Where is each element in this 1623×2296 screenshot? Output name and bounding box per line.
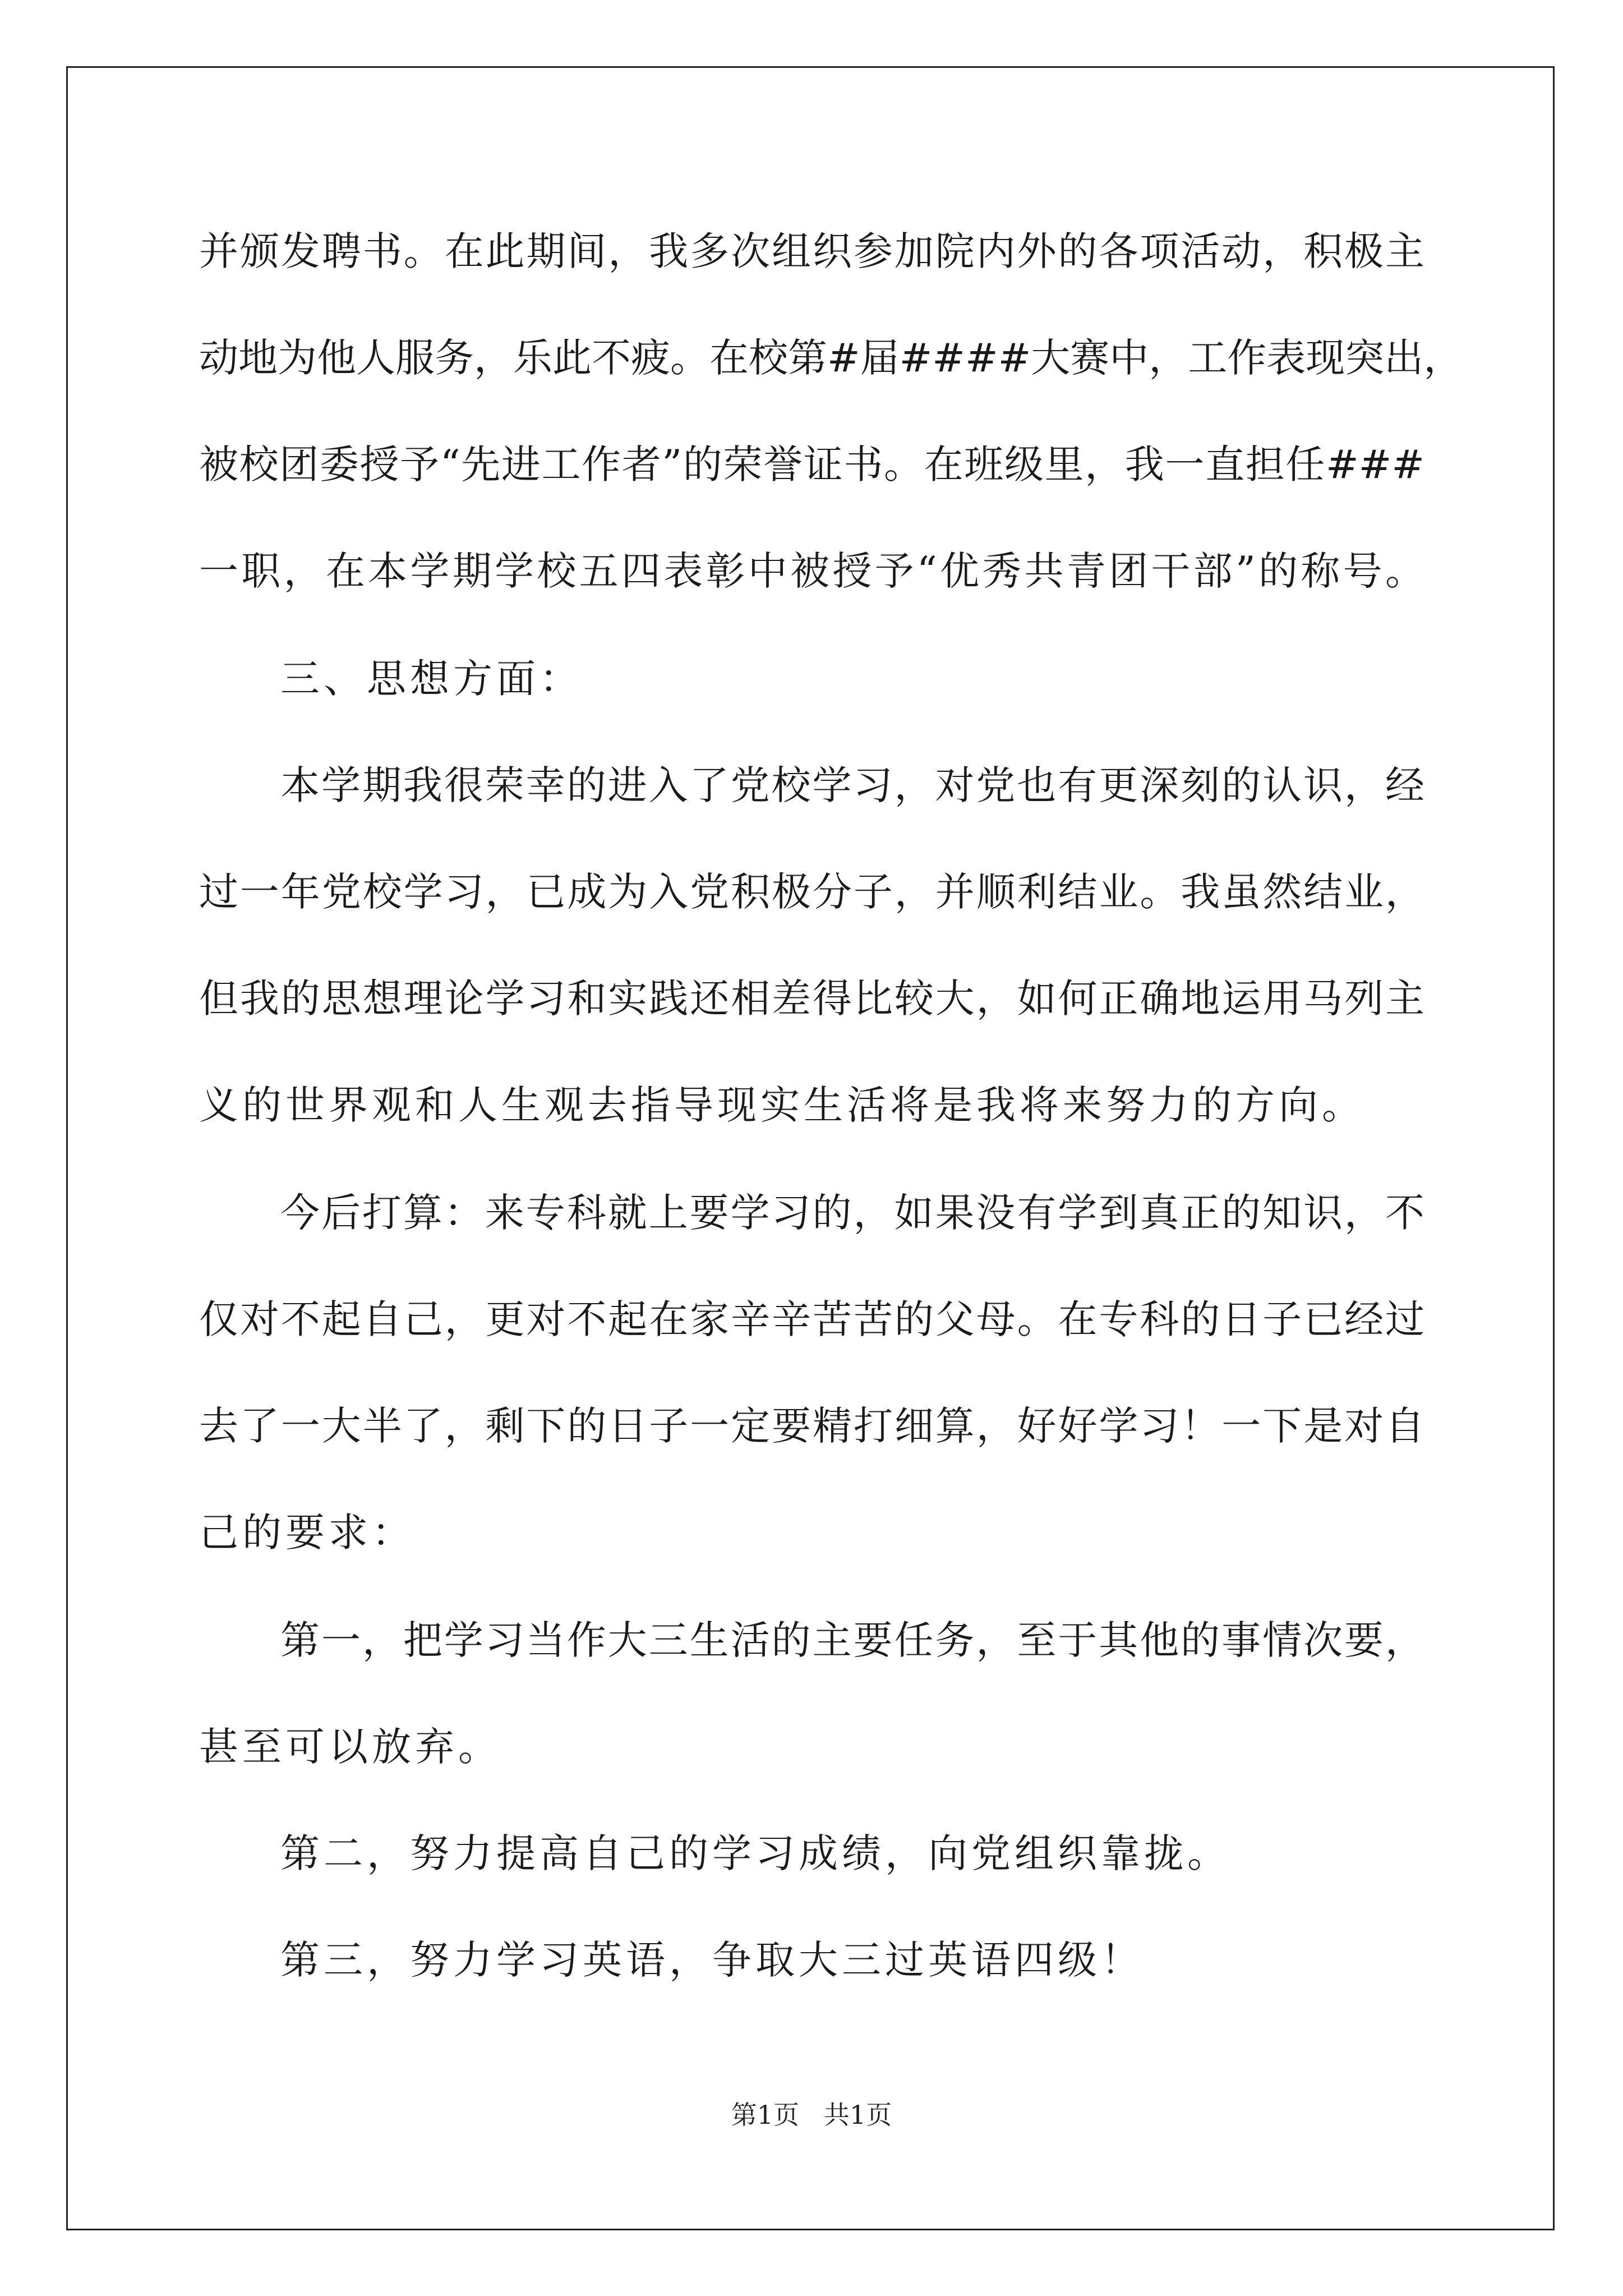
section-heading: 三、思想方面： (280, 656, 583, 702)
page-number-footer: 第1页 共1页 (731, 2100, 892, 2130)
paragraph-line: 去了一大半了，剩下的日子一定要精打细算，好好学习！一下是对自 (199, 1403, 1424, 1449)
paragraph-line: 义的世界观和人生观去指导现实生活将是我将来努力的方向。 (199, 1082, 1365, 1128)
paragraph-line: 仅对不起自己，更对不起在家辛辛苦苦的父母。在专科的日子已经过 (199, 1296, 1424, 1342)
page-border (66, 66, 1555, 2230)
paragraph-line: 己的要求： (199, 1510, 415, 1556)
paragraph-line: 甚至可以放弃。 (199, 1724, 501, 1770)
paragraph-line: 第二，努力提高自己的学习成绩，向党组织靠拢。 (280, 1830, 1230, 1876)
paragraph-line: 过一年党校学习，已成为入党积极分子，并顺利结业。我虽然结业， (199, 869, 1424, 915)
paragraph-line: 被校团委授予“先进工作者”的荣誉证书。在班级里，我一直担任### (199, 441, 1424, 487)
paragraph-line: 动地为他人服务，乐此不疲。在校第#届####大赛中，工作表现突出， (199, 335, 1463, 381)
paragraph-line: 本学期我很荣幸的进入了党校学习，对党也有更深刻的认识，经 (280, 762, 1424, 808)
paragraph-line: 今后打算：来专科就上要学习的，如果没有学到真正的知识，不 (280, 1190, 1424, 1236)
paragraph-line: 并颁发聘书。在此期间，我多次组织参加院内外的各项活动，积极主 (199, 228, 1424, 274)
paragraph-line: 第一，把学习当作大三生活的主要任务，至于其他的事情次要， (280, 1617, 1424, 1663)
paragraph-line: 一职，在本学期学校五四表彰中被授予“优秀共青团干部”的称号。 (199, 548, 1424, 594)
paragraph-line: 但我的思想理论学习和实践还相差得比较大，如何正确地运用马列主 (199, 976, 1424, 1022)
paragraph-line: 第三，努力学习英语，争取大三过英语四级！ (280, 1937, 1144, 1983)
